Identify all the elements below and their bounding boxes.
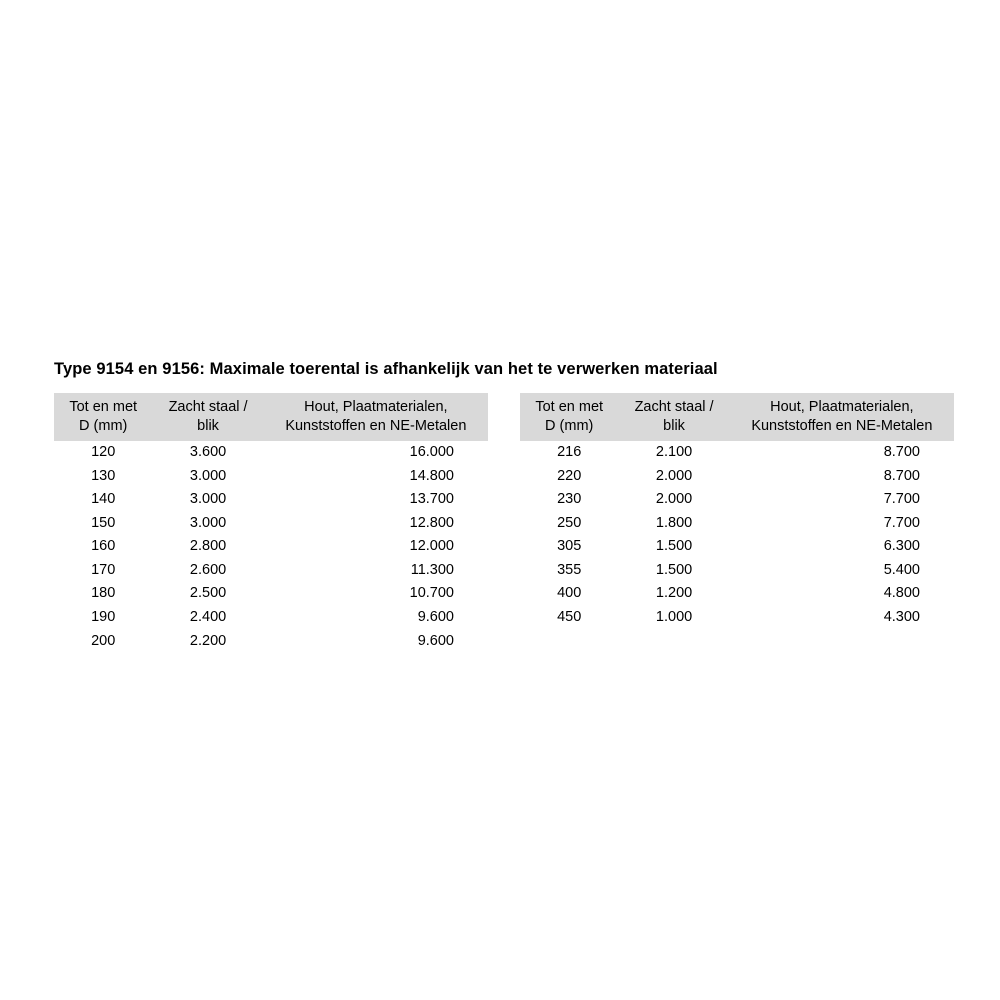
table-row (54, 465, 488, 489)
cell-steel: 3.000 (152, 488, 263, 512)
cell-wood: 8.700 (730, 441, 954, 465)
header-line-1: Hout, Plaatmaterialen, (304, 399, 448, 415)
cell-diameter: 200 (54, 630, 152, 654)
cell-wood: 7.700 (730, 512, 954, 536)
table-header-row (54, 393, 488, 441)
cell-diameter: 190 (54, 606, 152, 630)
header-line-1: Tot en met (535, 399, 604, 415)
cell-diameter: 220 (520, 465, 618, 489)
cell-steel: 3.000 (152, 512, 263, 536)
cell-wood: 4.800 (730, 582, 954, 606)
cell-diameter: 120 (54, 441, 152, 465)
cell-diameter: 230 (520, 488, 618, 512)
table-row (520, 441, 954, 465)
header-line-2: Kunststoffen en NE-Metalen (751, 417, 933, 434)
table-row (54, 441, 488, 465)
table-row (54, 535, 488, 559)
table-row (520, 582, 954, 606)
cell-wood: 8.700 (730, 465, 954, 489)
table-header-row (520, 393, 954, 441)
cell-wood: 10.700 (264, 582, 488, 606)
table-row (54, 559, 488, 583)
header-line-2: D (mm) (79, 417, 128, 434)
cell-wood: 4.300 (730, 606, 954, 630)
cell-steel: 2.200 (152, 630, 263, 654)
cell-steel: 2.100 (618, 441, 729, 465)
cell-steel: 2.000 (618, 465, 729, 489)
cell-steel: 1.500 (618, 535, 729, 559)
cell-steel: 2.000 (618, 488, 729, 512)
header-cell-steel (152, 393, 263, 441)
cell-diameter: 160 (54, 535, 152, 559)
table-row (54, 582, 488, 606)
cell-steel: 2.500 (152, 582, 263, 606)
header-cell-diameter (520, 393, 618, 441)
cell-diameter: 355 (520, 559, 618, 583)
table-row (520, 488, 954, 512)
header-cell-steel (618, 393, 729, 441)
table-row (520, 465, 954, 489)
cell-wood: 11.300 (264, 559, 488, 583)
right-table-header (520, 393, 954, 441)
cell-steel: 1.200 (618, 582, 729, 606)
tables-container (54, 393, 954, 653)
cell-diameter: 450 (520, 606, 618, 630)
header-cell-wood (730, 393, 954, 441)
cell-diameter: 305 (520, 535, 618, 559)
cell-steel: 2.800 (152, 535, 263, 559)
cell-steel: 1.800 (618, 512, 729, 536)
cell-diameter: 400 (520, 582, 618, 606)
left-spec-table (54, 393, 488, 653)
table-row (54, 488, 488, 512)
cell-diameter: 130 (54, 465, 152, 489)
header-cell-diameter (54, 393, 152, 441)
cell-diameter: 250 (520, 512, 618, 536)
document-body (54, 360, 954, 653)
cell-wood: 6.300 (730, 535, 954, 559)
header-line-1: Zacht staal / (168, 399, 248, 415)
cell-wood: 7.700 (730, 488, 954, 512)
right-table-body (520, 441, 954, 630)
table-row (54, 512, 488, 536)
cell-wood: 9.600 (264, 630, 488, 654)
cell-wood: 13.700 (264, 488, 488, 512)
header-cell-wood (264, 393, 488, 441)
right-spec-table (520, 393, 954, 630)
table-row (54, 606, 488, 630)
cell-steel: 2.600 (152, 559, 263, 583)
cell-diameter: 180 (54, 582, 152, 606)
header-line-1: Zacht staal / (634, 399, 714, 415)
cell-wood: 9.600 (264, 606, 488, 630)
cell-steel: 2.400 (152, 606, 263, 630)
cell-wood: 14.800 (264, 465, 488, 489)
table-row (520, 512, 954, 536)
cell-diameter: 150 (54, 512, 152, 536)
cell-steel: 3.600 (152, 441, 263, 465)
cell-diameter: 216 (520, 441, 618, 465)
cell-diameter: 140 (54, 488, 152, 512)
table-row (54, 630, 488, 654)
page-title: Type 9154 en 9156: Maximale toerental is afhankelijk van het te verwerken materiaal (54, 360, 718, 378)
cell-wood: 5.400 (730, 559, 954, 583)
cell-diameter: 170 (54, 559, 152, 583)
left-table-body (54, 441, 488, 653)
header-line-2: blik (197, 417, 219, 434)
table-row (520, 535, 954, 559)
cell-wood: 12.800 (264, 512, 488, 536)
cell-steel: 1.500 (618, 559, 729, 583)
header-line-1: Tot en met (69, 399, 138, 415)
header-line-2: blik (663, 417, 685, 434)
table-row (520, 606, 954, 630)
header-line-2: Kunststoffen en NE-Metalen (285, 417, 467, 434)
cell-steel: 3.000 (152, 465, 263, 489)
cell-wood: 12.000 (264, 535, 488, 559)
table-row (520, 559, 954, 583)
left-table-header (54, 393, 488, 441)
header-line-1: Hout, Plaatmaterialen, (770, 399, 914, 415)
cell-steel: 1.000 (618, 606, 729, 630)
cell-wood: 16.000 (264, 441, 488, 465)
header-line-2: D (mm) (545, 417, 594, 434)
